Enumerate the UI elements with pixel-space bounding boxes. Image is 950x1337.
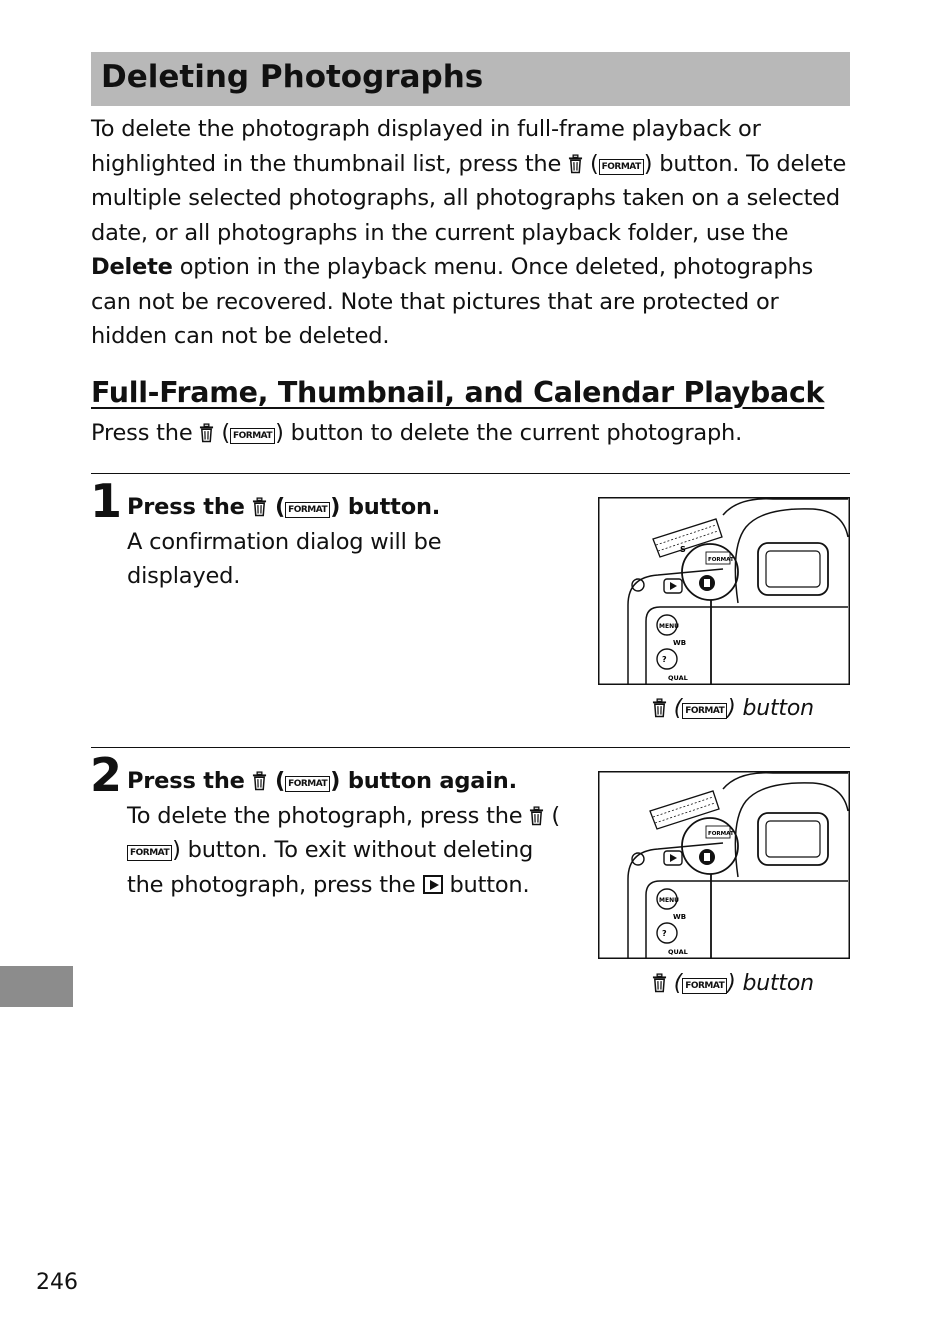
camera-label-format: FORMAT	[708, 831, 734, 837]
step-1-caption: ( FORMAT ) button	[652, 696, 814, 721]
format-icon: FORMAT	[682, 978, 727, 994]
intro-text-3: option in the playback menu. Once deleted, photographs can not be recovered. Note that pictures that are protected or hidden can not be deleted.	[91, 254, 814, 349]
trash-icon	[199, 423, 214, 443]
subsection-intro: Press the ( FORMAT ) button to delete the current photograph.	[91, 420, 743, 446]
trash-icon	[529, 806, 544, 826]
trash-icon	[252, 497, 267, 517]
intro-text-1: To delete the photograph displayed in full-frame playback or highlighted in the thumbnail list, press the	[91, 116, 761, 177]
format-icon: FORMAT	[127, 845, 172, 861]
camera-label-wb: WB	[673, 913, 687, 921]
camera-illustration-1	[598, 497, 850, 685]
step-2-divider	[91, 747, 850, 748]
step-2-body: To delete the photograph, press the (FORMAT ) button. To exit without deleting the photograph, press the button.	[127, 802, 560, 898]
step-2-heading: Press the ( FORMAT ) button again.	[127, 768, 517, 794]
trash-icon	[652, 973, 667, 993]
format-icon: FORMAT	[230, 428, 275, 444]
step-1-text	[127, 490, 577, 594]
step-2-caption: ( FORMAT ) button	[652, 971, 814, 996]
format-icon: FORMAT	[285, 502, 330, 518]
camera-label-wb: WB	[673, 639, 687, 647]
camera-label-qual: QUAL	[668, 948, 688, 956]
page-number: 246	[36, 1270, 78, 1295]
step-1-caption-text: button	[742, 696, 814, 721]
camera-label-menu: MENU	[659, 897, 679, 904]
intro-text-2: button. To delete multiple selected photographs, all photographs taken on a selected date, or all photographs in the current playback folder, use the	[91, 150, 847, 246]
intro-paragraph: To delete the photograph displayed in full-frame playback or highlighted in the thumbnail list, press the ( FORMAT ) button. To delete multiple selected photographs, all photographs taken on a selected date, or all photographs in the current playback folder, use the Delete option in the playback menu. Once deleted, photographs can not be recovered. Note that pictures that are protected or hidden can not be deleted.	[91, 116, 847, 349]
camera-illustration-2	[598, 771, 850, 959]
subsection-title: Full-Frame, Thumbnail, and Calendar Playback	[91, 376, 825, 409]
format-icon: FORMAT	[682, 703, 727, 719]
step-2-body-pre: To delete the photograph, press the	[127, 802, 523, 829]
step-1-heading: Press the ( FORMAT ) button.	[127, 494, 441, 520]
step-1-heading-post: button.	[347, 494, 441, 520]
playback-icon	[423, 875, 443, 894]
camera-label-format: FORMAT	[708, 557, 734, 563]
camera-label-menu: MENU	[659, 623, 679, 630]
step-2-caption-text: button	[742, 971, 814, 996]
step-2-heading-post: button again.	[347, 768, 517, 794]
delete-option-label: Delete	[91, 254, 173, 280]
step-1-number: 1	[90, 474, 123, 528]
step-1-body: A confirmation dialog will be displayed.	[127, 528, 442, 589]
svg-text:?: ?	[662, 655, 667, 664]
camera-label-s: S	[680, 545, 686, 554]
section-title-bar	[91, 52, 850, 106]
trash-icon	[652, 698, 667, 718]
step-2-text	[127, 764, 577, 902]
step-2-heading-pre: Press the	[127, 768, 245, 794]
step-2-body-mid: button. To exit without deleting the photograph, press the	[127, 837, 534, 898]
step-1-divider	[91, 473, 850, 474]
trash-icon	[252, 771, 267, 791]
trash-icon	[568, 154, 583, 174]
format-icon: FORMAT	[285, 776, 330, 792]
format-icon: FORMAT	[599, 159, 644, 175]
section-title: Deleting Photographs	[101, 59, 484, 95]
step-2-body-post: button.	[449, 871, 530, 898]
step-2-number: 2	[90, 748, 123, 802]
svg-text:?: ?	[662, 929, 667, 938]
subsection-intro-post: button to delete the current photograph.	[290, 420, 743, 446]
camera-label-qual: QUAL	[668, 674, 688, 682]
subsection-intro-pre: Press the	[91, 420, 193, 446]
chapter-tab	[0, 966, 73, 1007]
step-1-heading-pre: Press the	[127, 494, 245, 520]
